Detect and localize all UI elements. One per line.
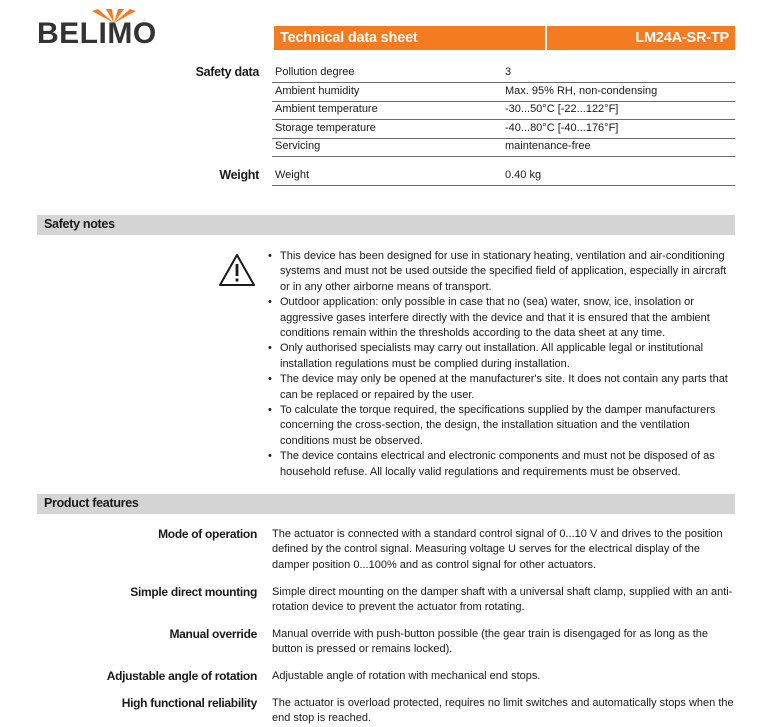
spec-value: 0.40 kg	[505, 169, 542, 181]
list-item: • Outdoor application: only possible in case that no (sea) water, snow, ice, insolation or aggressive gases interfere directly with the device and that it is ensured that the ambient conditions remain within the thresholds according to the data sheet at any time.	[268, 295, 738, 341]
header-divider	[545, 26, 547, 50]
safety-notes-list	[268, 249, 738, 480]
spec-row	[272, 137, 735, 157]
feature-text: Simple direct mounting on the damper shaft with a universal shaft clamp, supplied with an anti-rotation device to prevent the actuator from rotating.	[272, 586, 733, 614]
feature-text: Manual override with push-button possible (the gear train is disengaged for as long as the button is pressed or remains locked).	[272, 628, 708, 656]
list-item: • To calculate the torque required, the specifications supplied by the damper manufacturers concerning the cross-section, the design, the installation situation and the ventilation conditions must be observed.	[268, 403, 738, 449]
feature-text: The actuator is overload protected, requires no limit switches and automatically stops when the end stop is reached.	[272, 697, 734, 725]
safety-notes-header	[37, 215, 735, 235]
weight-label: Weight	[219, 168, 259, 182]
feature-text: Adjustable angle of rotation with mechanical end stops.	[272, 670, 541, 682]
spec-row	[272, 100, 735, 120]
spec-key: Servicing	[275, 140, 321, 152]
spec-key: Pollution degree	[275, 66, 355, 78]
spec-row	[272, 82, 735, 102]
spec-row	[272, 63, 735, 83]
spec-key: Ambient humidity	[275, 85, 360, 97]
spec-value: Max. 95% RH, non-condensing	[505, 85, 658, 97]
spec-value: -40...80°C [-40...176°F]	[505, 122, 619, 134]
spec-key: Storage temperature	[275, 122, 376, 134]
product-features-header	[37, 494, 735, 514]
model-number: LM24A-SR-TP	[635, 30, 729, 46]
header-bar	[274, 26, 735, 50]
section-title: Safety notes	[44, 217, 115, 231]
spec-value: maintenance-free	[505, 140, 591, 152]
list-item: • The device contains electrical and electronic components and must not be disposed of as household refuse. All locally valid regulations and requirements must be observed.	[268, 449, 738, 480]
list-item: • This device has been designed for use in stationary heating, ventilation and air-conditioning systems and must not be used outside the specified field of application, especially in aircraft or in any other airborne means of transport.	[268, 249, 738, 295]
warning-triangle-icon	[218, 253, 256, 287]
document-title: Technical data sheet	[280, 30, 418, 46]
feature-label: Simple direct mounting	[130, 585, 257, 599]
feature-text: The actuator is connected with a standard control signal of 0...10 V and drives to the position defined by the control signal. Measuring voltage U serves for the electrical display of the damper position 0...100% and as control signal for other actuators.	[272, 528, 723, 571]
logo-text: BELIMO	[37, 17, 157, 50]
spec-key: Weight	[275, 169, 310, 181]
spec-value: -30...50°C [-22...122°F]	[505, 103, 619, 115]
section-title: Product features	[44, 496, 139, 510]
spec-key: Ambient temperature	[275, 103, 378, 115]
safety-data-label: Safety data	[195, 65, 259, 79]
feature-label: Manual override	[169, 627, 257, 641]
feature-label: Adjustable angle of rotation	[106, 669, 257, 683]
feature-label: Mode of operation	[158, 527, 257, 541]
spec-row	[272, 166, 735, 186]
spec-row	[272, 119, 735, 139]
feature-label: High functional reliability	[121, 696, 257, 710]
spec-value: 3	[505, 66, 512, 78]
list-item: • Only authorised specialists may carry out installation. All applicable legal or institutional installation regulations must be complied during installation.	[268, 341, 738, 372]
list-item: • The device may only be opened at the manufacturer's site. It does not contain any parts that can be replaced or repaired by the user.	[268, 372, 738, 403]
